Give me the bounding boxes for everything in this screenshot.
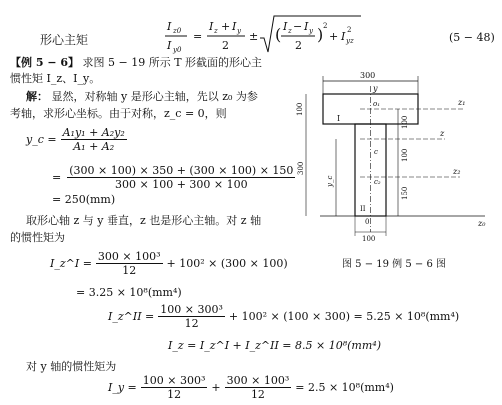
label-z1: z₁	[458, 98, 466, 107]
example-statement	[10, 54, 262, 70]
label-c: c	[374, 148, 378, 156]
svg-text:±: ±	[249, 30, 259, 43]
figure-caption: 图 5 − 19 例 5 − 6 图	[342, 259, 446, 270]
iy-fraction-2	[225, 374, 292, 401]
svg-text:): )	[317, 25, 324, 44]
label-z2: z₂	[453, 167, 461, 176]
svg-text:y: y	[237, 27, 241, 35]
web-rect	[355, 124, 386, 216]
svg-text:2: 2	[222, 39, 229, 52]
solution-text1: 显然，对称轴 y 是形心主轴，先以 z₀ 为参	[51, 90, 258, 103]
yc-calc-fraction	[67, 164, 295, 191]
iz2-fraction	[158, 303, 225, 330]
principal-moment-formula-svg	[165, 14, 365, 56]
svg-text:I: I	[304, 20, 309, 33]
yc-calc-eq: =	[52, 171, 62, 184]
svg-text:I: I	[167, 20, 172, 33]
dim-label-yc: y_c	[326, 175, 334, 187]
dim-label-flange: 100	[296, 102, 304, 116]
yc-fraction	[61, 126, 127, 153]
label-y: y	[373, 84, 378, 93]
t-section-figure	[290, 64, 500, 244]
example-statement-line1: 求图 5 − 19 所示 T 形截面的形心主	[82, 56, 263, 69]
svg-text:I: I	[283, 20, 288, 33]
dim-label-total: 300	[297, 161, 305, 175]
yc-result: = 250(mm)	[52, 193, 116, 206]
svg-text:I: I	[232, 20, 237, 33]
paragraph-y-axis: 对 y 轴的惯性矩为	[26, 360, 117, 373]
iz2-rest: + 100² × (100 × 300) = 5.25 × 10⁸(mm⁴)	[228, 310, 460, 323]
dim-label-100a: 100	[401, 115, 409, 129]
iz2-numerator: 100 × 300³	[160, 303, 223, 316]
iz2-formula	[108, 303, 459, 330]
svg-text:z: z	[214, 27, 218, 35]
label-o1: o₁	[373, 100, 381, 108]
svg-text:I: I	[209, 20, 214, 33]
svg-text:y0: y0	[173, 46, 182, 54]
label-z: z	[440, 129, 445, 138]
iy-numerator-1: 100 × 300³	[142, 374, 206, 387]
iz1-denominator: 12	[122, 264, 137, 277]
iz1-rest: + 100² × (300 × 100)	[166, 257, 288, 270]
svg-text:yz: yz	[346, 37, 354, 45]
iy-plus: +	[211, 381, 221, 394]
svg-text:2: 2	[295, 39, 302, 52]
svg-text:(: (	[275, 25, 282, 44]
dim-label-100b: 100	[401, 148, 409, 162]
yc-lhs: y_c =	[26, 133, 57, 146]
solution-label: 解：	[26, 90, 48, 103]
yc-formula	[26, 126, 127, 153]
principal-moment-formula	[165, 14, 365, 59]
iy-denominator-1: 12	[167, 388, 182, 401]
label-part-I: I	[337, 114, 341, 123]
svg-text:I: I	[341, 30, 346, 43]
iz2-denominator: 12	[184, 317, 199, 330]
label-part-II: II	[360, 205, 366, 213]
label-c2: c₂	[374, 178, 381, 186]
iy-fraction-1	[141, 374, 208, 401]
svg-text:+: +	[221, 20, 231, 33]
svg-text:2: 2	[347, 26, 352, 34]
svg-text:z0: z0	[173, 27, 182, 35]
iy-denominator-2: 12	[250, 388, 265, 401]
iz1-result: = 3.25 × 10⁸(mm⁴)	[76, 286, 182, 299]
svg-text:=: =	[193, 30, 203, 43]
yc-calc-denominator: 300 × 100 + 300 × 100	[115, 178, 248, 191]
equation-number: (5 − 48)	[449, 31, 495, 44]
dim-label-top: 300	[360, 71, 376, 80]
svg-text:−: −	[293, 20, 303, 33]
iy-lhs: I_y =	[108, 381, 137, 394]
iz-total: I_z = I_z^I + I_z^II = 8.5 × 10⁸(mm⁴)	[168, 339, 381, 352]
principal-moment-label: 形心主矩	[40, 33, 89, 47]
label-z0: z₀	[478, 219, 486, 228]
iz1-fraction	[96, 250, 163, 277]
iz1-lhs: I_z^I =	[50, 257, 92, 270]
dim-label-150: 150	[401, 186, 409, 200]
paragraph-z-axis: 取形心轴 z 与 y 垂直，z 也是形心主轴。对 z 轴	[26, 214, 262, 227]
label-origin: 0	[365, 218, 370, 226]
yc-calc-numerator: (300 × 100) × 350 + (300 × 100) × 150	[69, 164, 294, 177]
dim-label-bottom: 100	[362, 235, 376, 243]
svg-text:I: I	[167, 39, 172, 52]
yc-numerator: A₁y₁ + A₂y₂	[62, 126, 125, 139]
iz1-formula	[50, 250, 288, 277]
solution-line1	[26, 88, 258, 104]
iz2-lhs: I_z^II =	[108, 310, 155, 323]
paragraph-z-axis-cont: 的惯性矩为	[10, 231, 65, 244]
yc-denominator: A₁ + A₂	[73, 140, 115, 153]
example-tag: 【例 5 − 6】	[10, 56, 80, 69]
svg-text:+: +	[329, 30, 339, 43]
example-statement-line2: 惯性矩 I_z、I_y。	[10, 72, 101, 85]
iy-result: = 2.5 × 10⁸(mm⁴)	[295, 381, 394, 394]
svg-text:2: 2	[323, 22, 328, 30]
solution-line2: 考轴，求形心坐标。由于对称，z_c = 0，则	[10, 107, 227, 120]
yc-calc	[52, 164, 295, 191]
svg-text:z: z	[288, 27, 292, 35]
svg-text:y: y	[309, 27, 313, 35]
iy-numerator-2: 300 × 100³	[226, 374, 290, 387]
iz1-numerator: 300 × 100³	[97, 250, 161, 263]
iy-formula	[108, 374, 394, 401]
